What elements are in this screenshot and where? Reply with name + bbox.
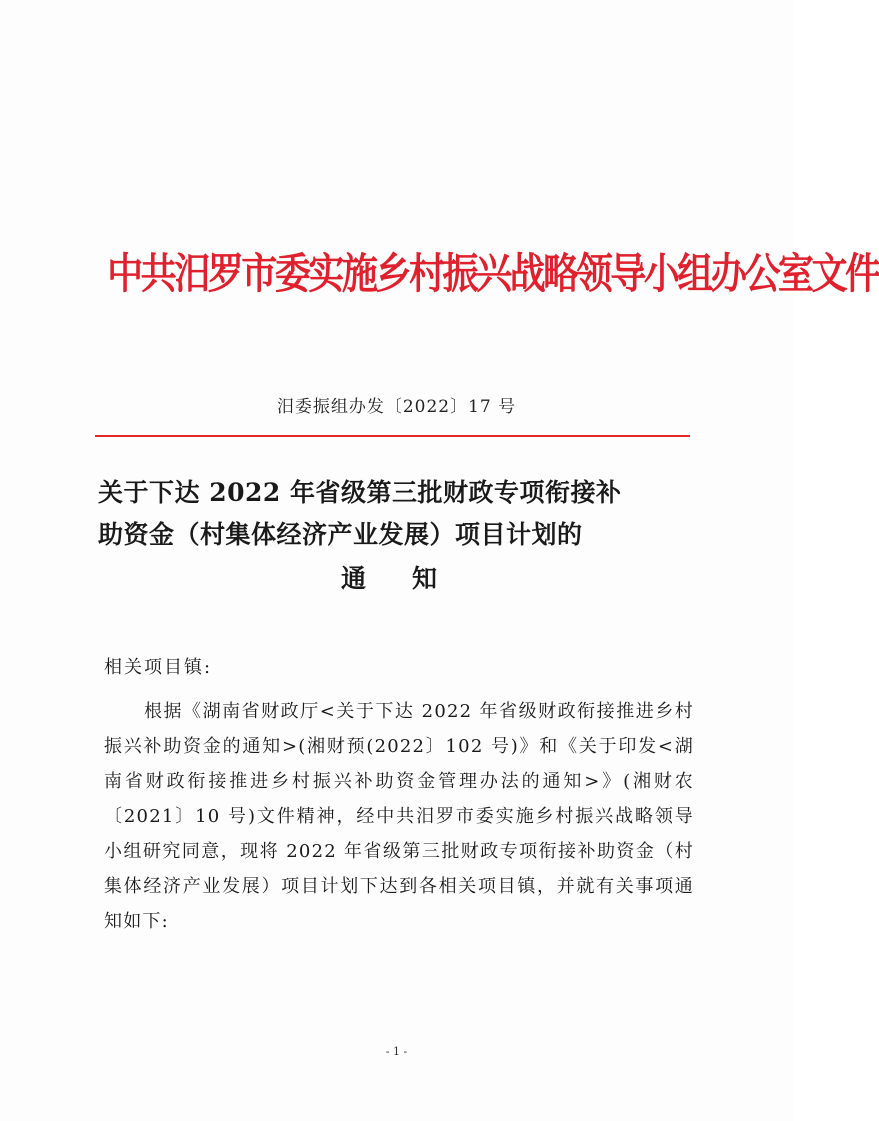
page-number: - 1 - <box>385 1045 408 1058</box>
salutation: 相关项目镇: <box>104 657 213 678</box>
issuing-organization-title: 中共汨罗市委实施乡村振兴战略领导小组办公室文件 <box>107 249 879 298</box>
notice-title-line-1: 关于下达 2022 年省级第三批财政专项衔接补 <box>98 478 622 507</box>
notice-title-line-2: 助资金（村集体经济产业发展）项目计划的 <box>98 520 583 549</box>
body-paragraph: 根据《湖南省财政厅<关于下达 2022 年省级财政衔接推进乡村振兴补助资金的通知>(湘财预(2022〕102 号)》和《关于印发<湖南省财政衔接推进乡村振兴补助资金管理办法的通知>》(湘财农〔2021〕10 号)文件精神，经中共汨罗市委实施乡村振兴战略领导小组研究同意，现将 2022 年省级第三批财政专项衔接补助资金（村集体经济产业发展）项目计划下达到各相关项目镇，并就有关事项通知如下: <box>104 701 694 932</box>
document-number: 汨委振组办发〔2022〕17 号 <box>276 397 517 417</box>
notice-title-line-3: 通知 <box>340 564 483 593</box>
body-text <box>104 650 694 939</box>
red-divider-line <box>95 435 690 437</box>
notice-title <box>98 472 696 600</box>
